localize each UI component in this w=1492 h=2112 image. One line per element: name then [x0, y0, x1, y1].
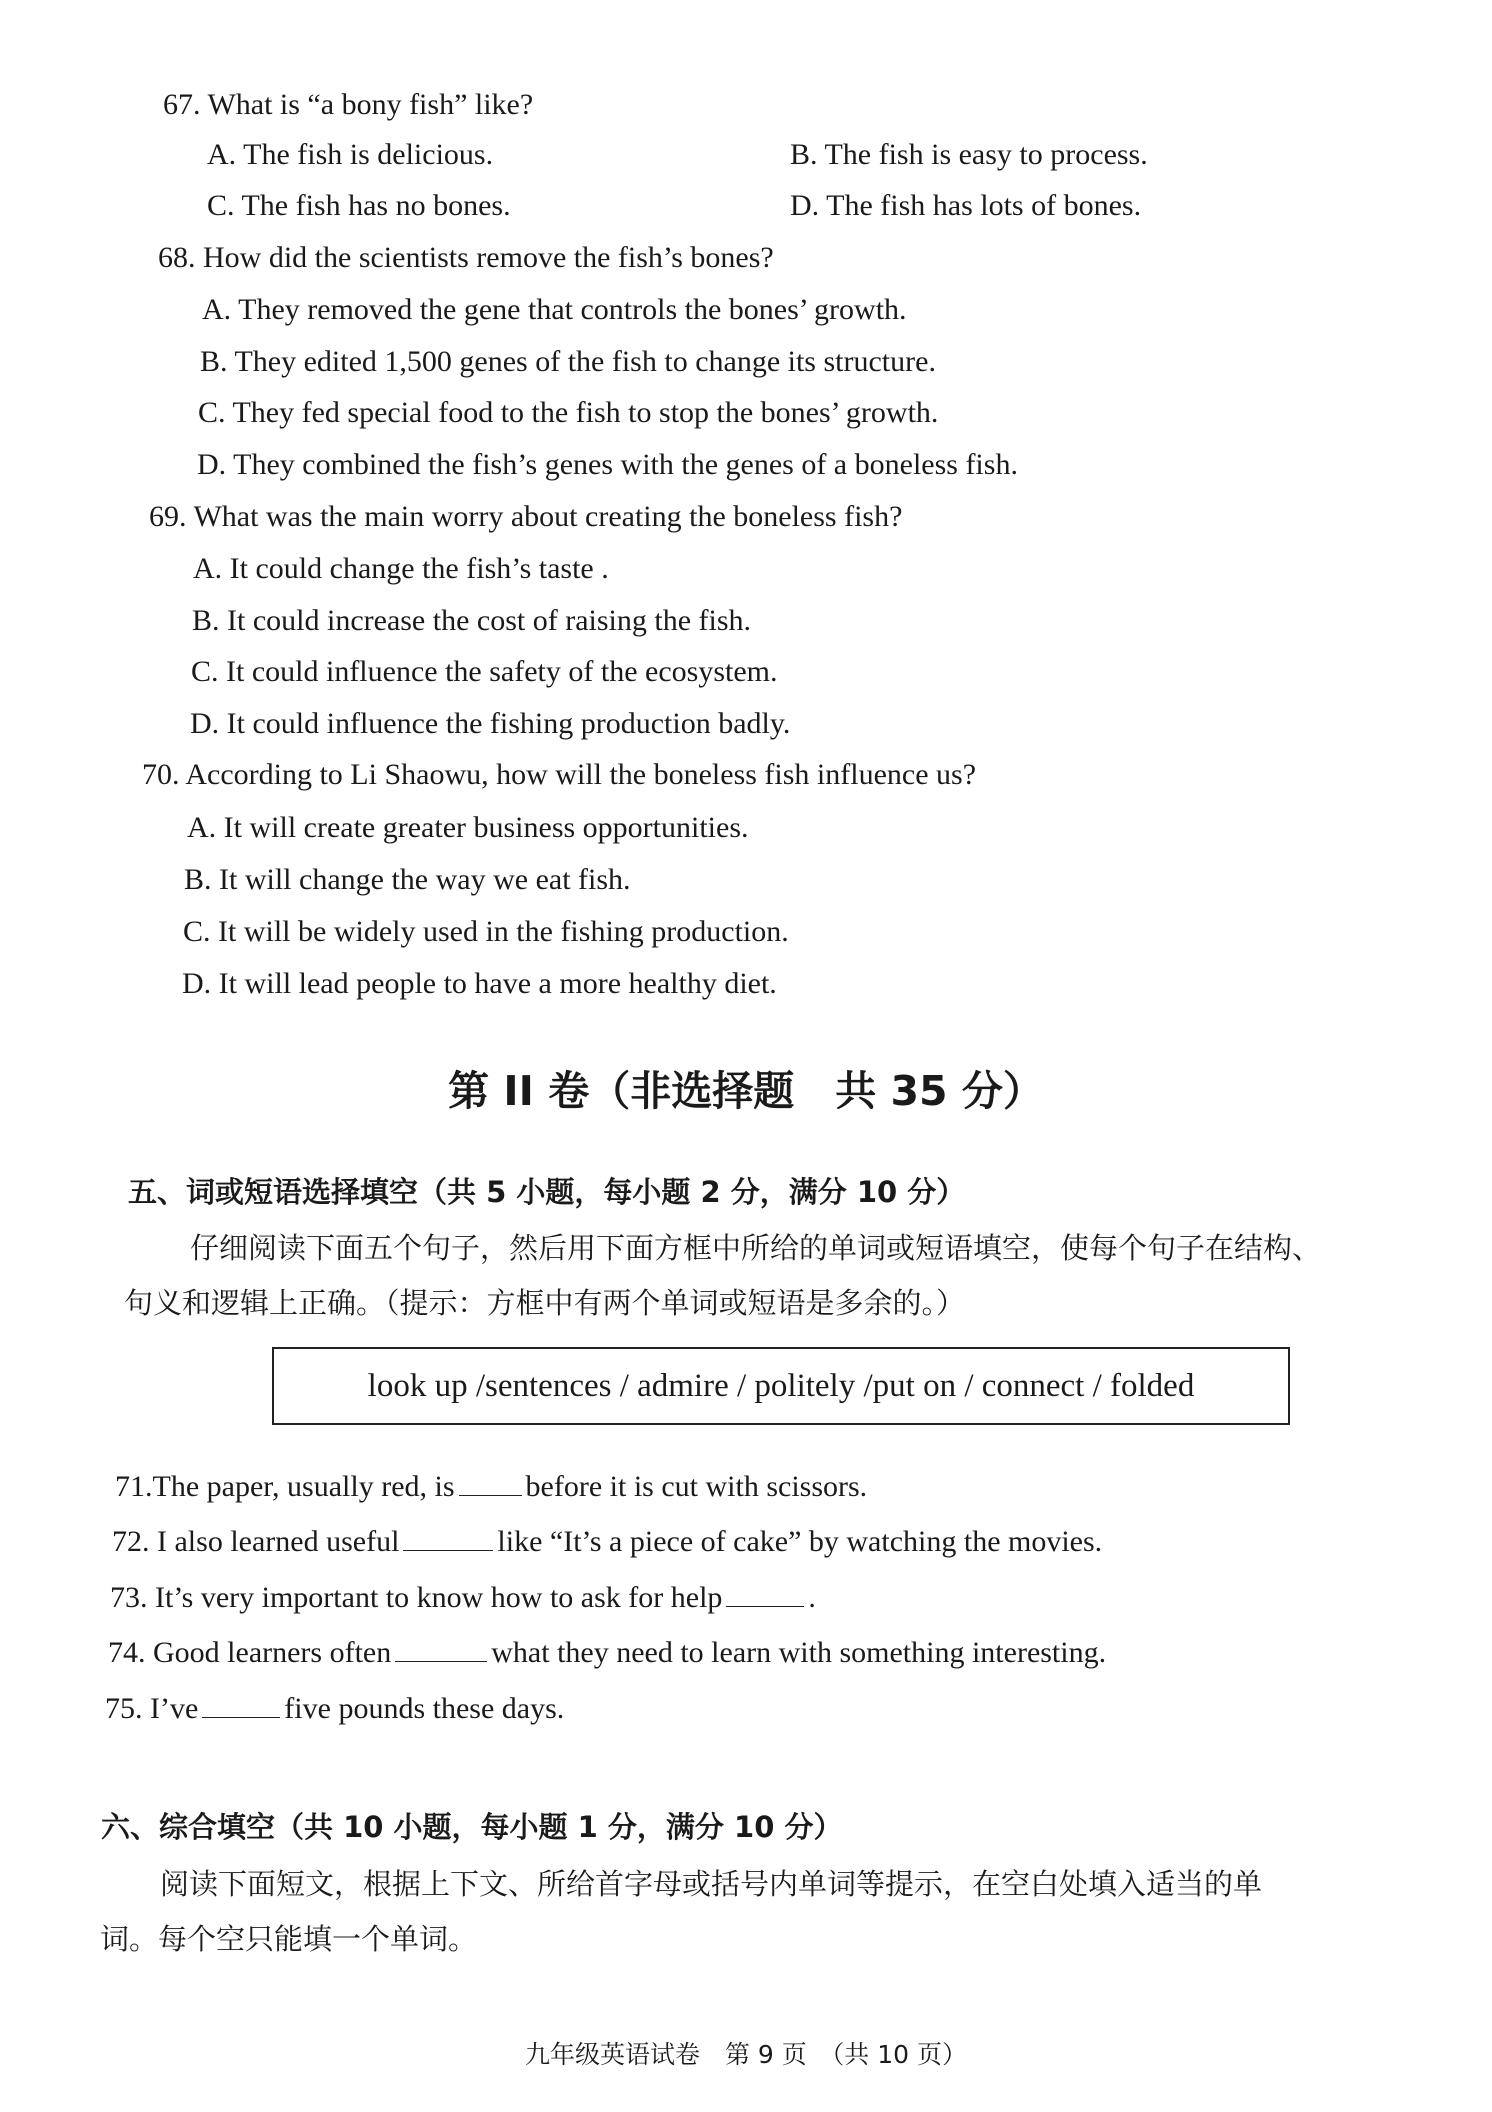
section-6-instruction-line-2: 词。每个空只能填一个单词。	[100, 1922, 478, 1956]
fill-item-71-before: 71.The paper, usually red, is	[115, 1470, 455, 1503]
question-68-option-b: B. They edited 1,500 genes of the fish to change its structure.	[200, 345, 936, 378]
question-70-stem: 70. According to Li Shaowu, how will the boneless fish influence us?	[142, 758, 977, 791]
word-box-text: look up /sentences / admire / politely /put on / connect / folded	[367, 1367, 1195, 1404]
fill-item-75	[105, 1692, 564, 1726]
question-70-option-a: A. It will create greater business opportunities.	[187, 811, 749, 844]
fill-item-75-before: 75. I’ve	[105, 1692, 199, 1725]
fill-item-71	[115, 1470, 867, 1504]
answer-blank-72[interactable]	[403, 1549, 493, 1551]
question-70-option-d: D. It will lead people to have a more healthy diet.	[182, 967, 777, 1000]
fill-item-73	[110, 1581, 816, 1615]
question-70-option-b: B. It will change the way we eat fish.	[184, 863, 631, 896]
section-5-instruction-line-1: 仔细阅读下面五个句子，然后用下面方框中所给的单词或短语填空，使每个句子在结构、	[190, 1231, 1322, 1265]
question-67-option-b: B. The fish is easy to process.	[790, 138, 1148, 171]
part-2-title: 第 II 卷（非选择题 共 35 分）	[448, 1067, 1044, 1115]
section-5-heading: 五、词或短语选择填空（共 5 小题，每小题 2 分，满分 10 分）	[128, 1175, 966, 1209]
section-5-instruction-line-2: 句义和逻辑上正确。（提示：方框中有两个单词或短语是多余的。）	[124, 1286, 966, 1320]
fill-item-72-after: like “It’s a piece of cake” by watching the movies.	[497, 1525, 1103, 1558]
question-69-option-b: B. It could increase the cost of raising the fish.	[192, 604, 752, 637]
fill-item-74-after: what they need to learn with something interesting.	[491, 1636, 1107, 1669]
question-68-option-c: C. They fed special food to the fish to stop the bones’ growth.	[198, 396, 939, 429]
answer-blank-73[interactable]	[726, 1605, 804, 1607]
fill-item-71-after: before it is cut with scissors.	[525, 1470, 868, 1503]
answer-blank-75[interactable]	[202, 1716, 280, 1718]
question-70-option-c: C. It will be widely used in the fishing production.	[183, 915, 789, 948]
fill-item-75-after: five pounds these days.	[284, 1692, 565, 1725]
question-69-option-d: D. It could influence the fishing production badly.	[190, 707, 791, 740]
question-67-stem: 67. What is “a bony fish” like?	[163, 88, 534, 121]
question-67-option-a: A. The fish is delicious.	[207, 138, 494, 171]
section-6-instruction-line-1: 阅读下面短文，根据上下文、所给首字母或括号内单词等提示，在空白处填入适当的单	[160, 1867, 1263, 1901]
question-68-option-a: A. They removed the gene that controls the bones’ growth.	[202, 293, 907, 326]
question-67-option-c: C. The fish has no bones.	[207, 189, 511, 222]
page-footer: 九年级英语试卷 第 9 页 （共 10 页）	[524, 2040, 967, 2069]
fill-item-72	[112, 1525, 1102, 1559]
fill-item-72-before: 72. I also learned useful	[112, 1525, 400, 1558]
question-68-stem: 68. How did the scientists remove the fish’s bones?	[158, 241, 774, 274]
answer-blank-71[interactable]	[459, 1494, 522, 1496]
fill-item-73-before: 73. It’s very important to know how to ask for help	[110, 1581, 723, 1614]
question-69-option-c: C. It could influence the safety of the ecosystem.	[191, 655, 778, 688]
answer-blank-74[interactable]	[395, 1660, 487, 1662]
question-67-option-d: D. The fish has lots of bones.	[790, 189, 1142, 222]
fill-item-74-before: 74. Good learners often	[108, 1636, 392, 1669]
question-69-option-a: A. It could change the fish’s taste .	[193, 552, 609, 585]
fill-item-74	[108, 1636, 1106, 1670]
question-68-option-d: D. They combined the fish’s genes with the genes of a boneless fish.	[197, 448, 1018, 481]
question-69-stem: 69. What was the main worry about creating the boneless fish?	[149, 500, 903, 533]
section-6-heading: 六、综合填空（共 10 小题，每小题 1 分，满分 10 分）	[101, 1810, 843, 1844]
fill-item-73-after: .	[808, 1581, 816, 1614]
word-box	[272, 1347, 1290, 1425]
